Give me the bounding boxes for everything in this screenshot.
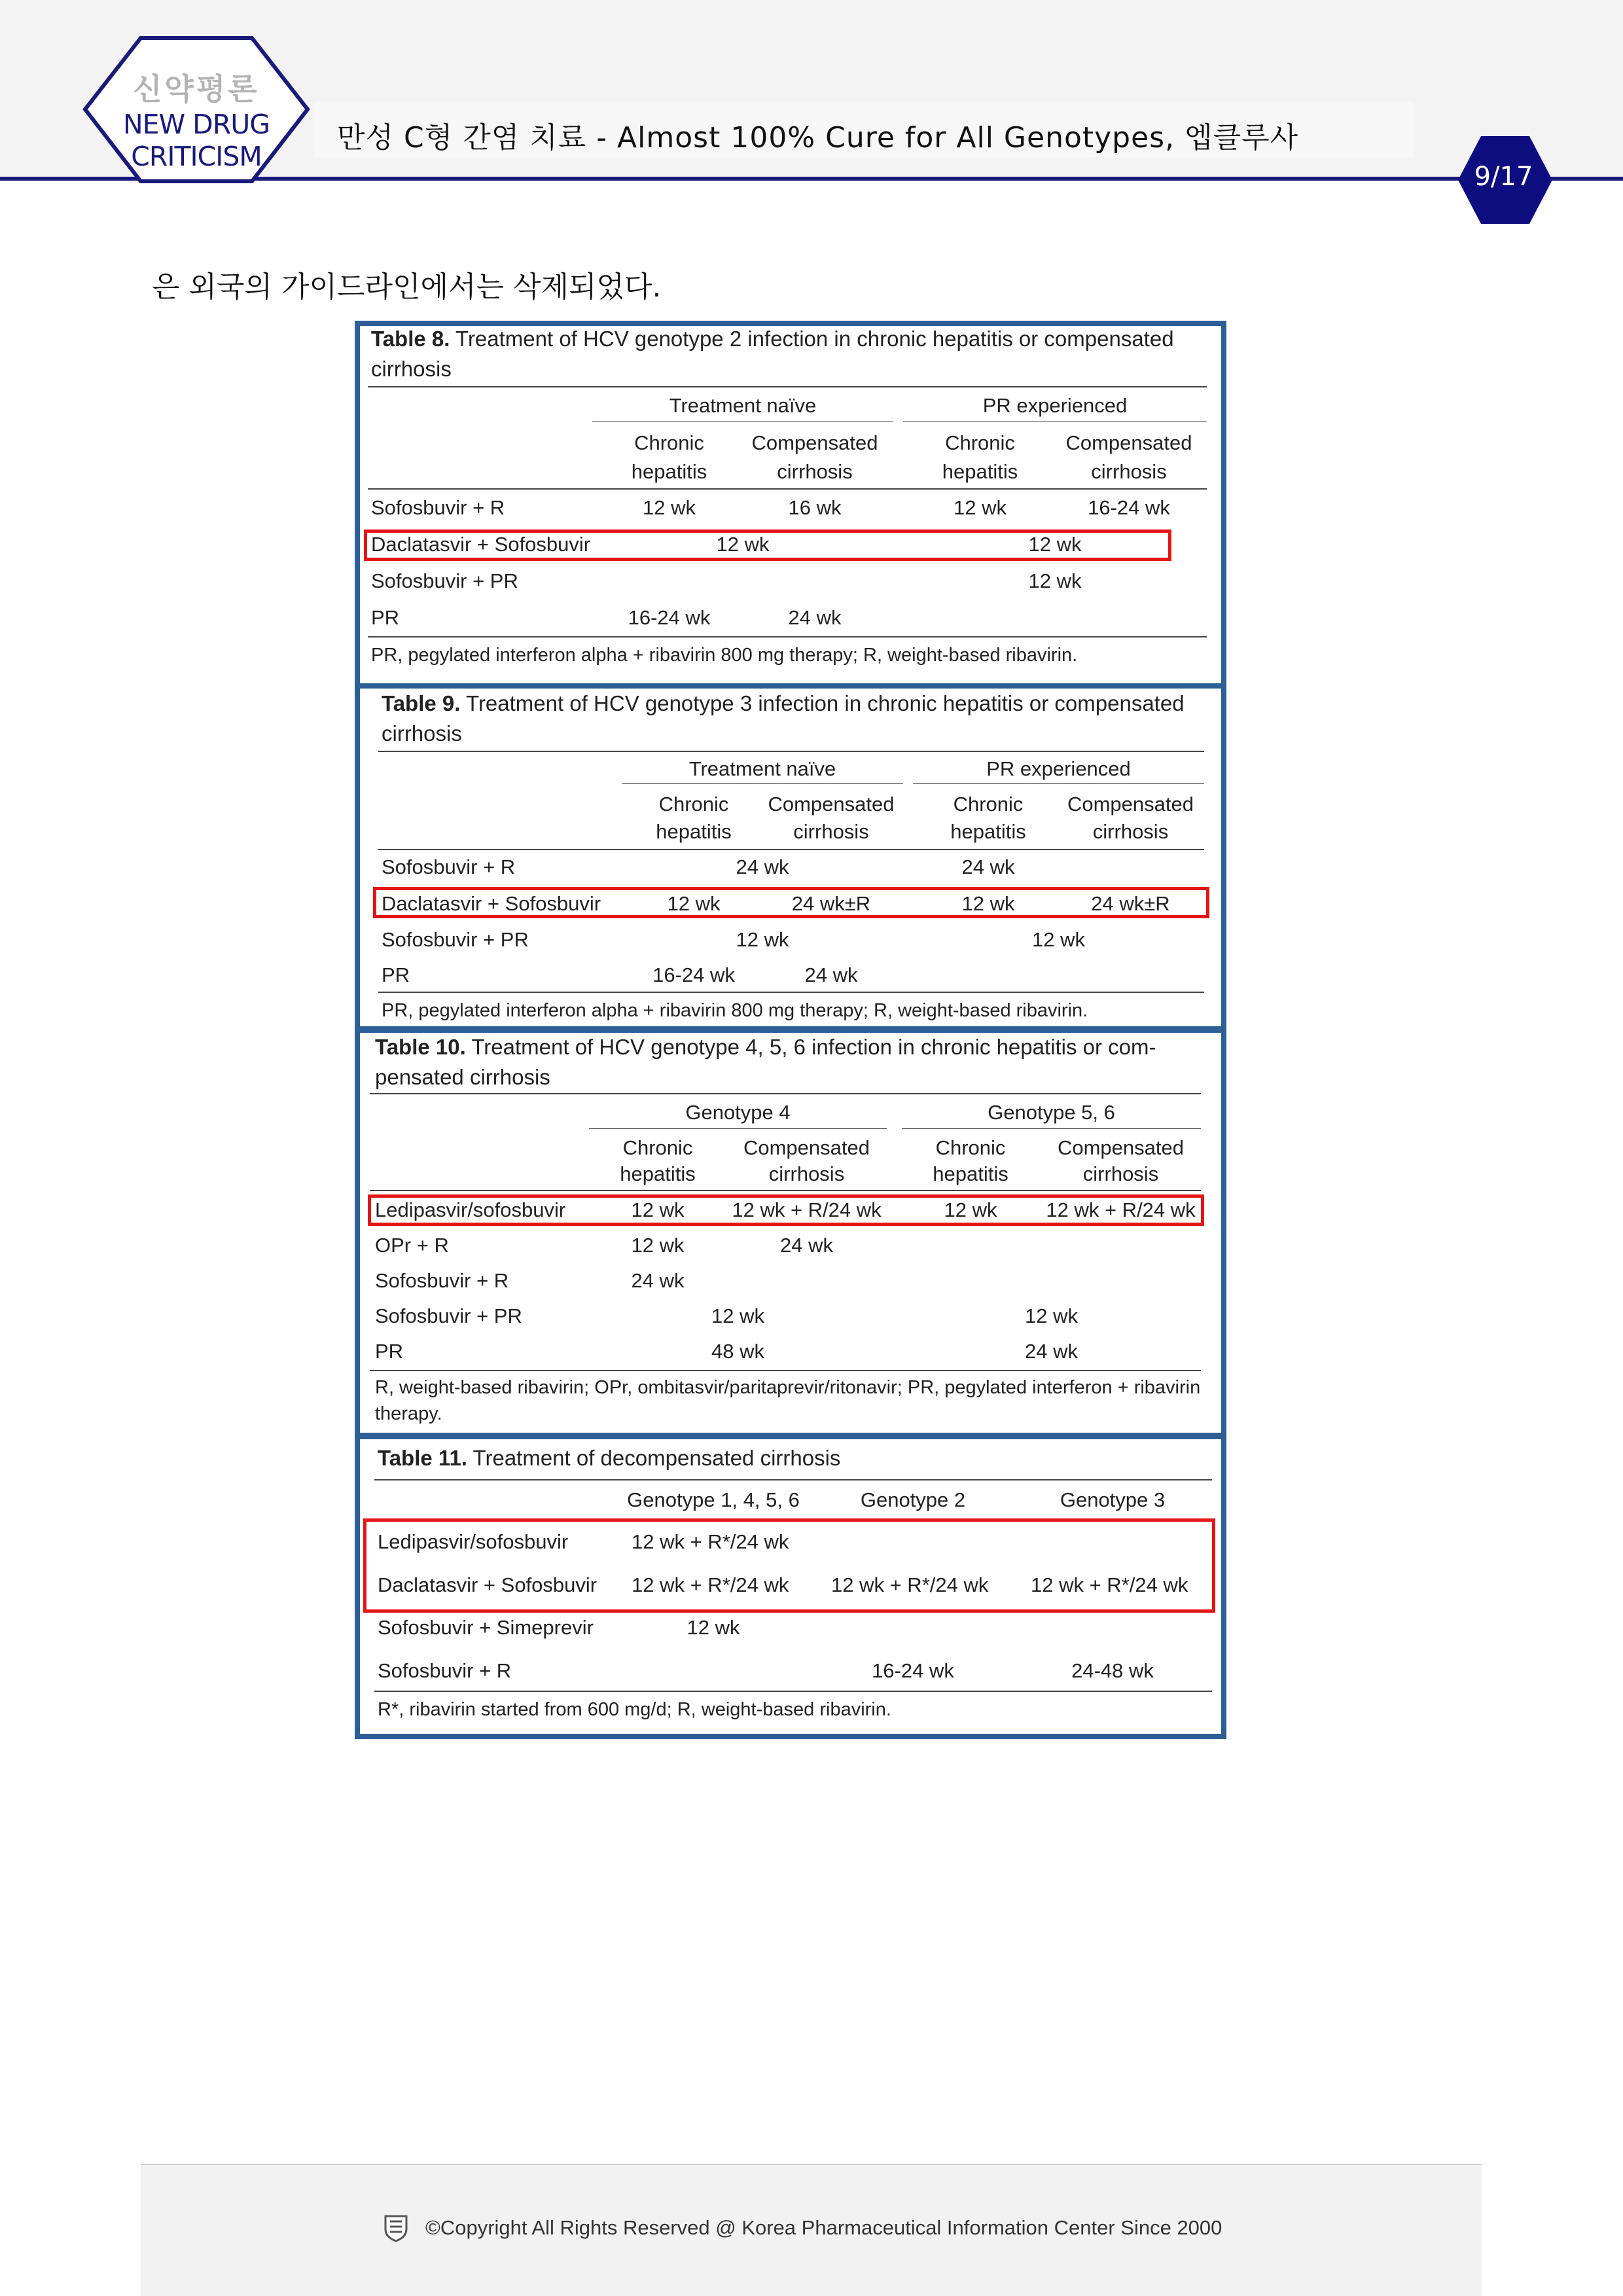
table10-sub-4: Compensated cirrhosis [1057, 1136, 1184, 1185]
table8-row2-span1: 12 wk [716, 533, 770, 556]
table9-row4-name: PR [382, 963, 410, 986]
table9-label: Table 9. [382, 691, 461, 715]
table11-rule-top [374, 1479, 1212, 1480]
table11-row4-v3: 24-48 wk [1071, 1659, 1154, 1682]
table8-note: PR, pegylated interferon alpha + ribavirin 800 mg therapy; R, weight-based ribavirin. [371, 645, 1078, 666]
table9-row2-v1: 12 wk [667, 892, 721, 915]
table9-row3-span2: 12 wk [1032, 928, 1085, 951]
table8-row3-name: Sofosbuvir + PR [371, 569, 518, 592]
table9-sub-3: Chronic hepatitis [950, 793, 1026, 843]
table10-row4-name: Sofosbuvir + PR [375, 1304, 522, 1327]
table10-group-g56: Genotype 5, 6 [988, 1101, 1115, 1124]
table11-col-g1456: Genotype 1, 4, 5, 6 [627, 1488, 800, 1511]
table10-row5-span2: 24 wk [1025, 1340, 1078, 1363]
table11-caption [378, 1443, 1209, 1473]
table10-highlight-box [368, 1194, 1204, 1226]
table9-rule-bottom [378, 992, 1204, 993]
table10-row1-name: Ledipasvir/sofosbuvir [375, 1198, 566, 1221]
table10-row2-v1: 12 wk [631, 1234, 685, 1257]
intro-sentence: 은 외국의 가이드라인에서는 삭제되었다. [152, 270, 662, 304]
table11-highlight-box [363, 1518, 1215, 1613]
table9-group-naive: Treatment naïve [688, 757, 836, 780]
table11-row3-name: Sofosbuvir + Simeprevir [378, 1616, 594, 1639]
logo-english-line2: CRITICISM [131, 141, 262, 172]
table8-row1-name: Sofosbuvir + R [371, 496, 505, 519]
table10-note: R, weight-based ribavirin; OPr, ombitasvir/paritaprevir/ritonavir; PR, pegylated interferon + ribavirin therapy. [375, 1377, 1201, 1424]
table9-row1-name: Sofosbuvir + R [382, 855, 516, 878]
table10-caption [375, 1032, 1213, 1092]
table8-caption-text: Treatment of HCV genotype 2 infection in chronic hepatitis or compensated cirrhosis [371, 327, 1174, 381]
table10-caption-line2: pensated cirrhosis [375, 1065, 550, 1089]
table9-row3-name: Sofosbuvir + PR [382, 928, 529, 951]
table11-row2-name: Daclatasvir + Sofosbuvir [378, 1573, 597, 1596]
table11-row2-v3: 12 wk + R*/24 wk [1031, 1573, 1188, 1596]
table8-row2-span2: 12 wk [1028, 533, 1082, 556]
table11-col-g3: Genotype 3 [1060, 1488, 1166, 1511]
table9-rule-header [378, 849, 1204, 850]
table10-row1-v1: 12 wk [631, 1198, 685, 1221]
table11-col-g2: Genotype 2 [860, 1488, 966, 1511]
table11-row2-v1: 12 wk + R*/24 wk [632, 1573, 789, 1596]
table8-row1-v2: 16 wk [788, 496, 842, 519]
table9-note: PR, pegylated interferon alpha + ribavirin 800 mg therapy; R, weight-based ribavirin. [382, 1000, 1088, 1021]
table9-sub-1: Chronic hepatitis [656, 793, 732, 843]
table9-row1-span1: 24 wk [736, 855, 789, 878]
logo-english-line1: NEW DRUG [123, 109, 270, 140]
table10-caption-line1: Treatment of HCV genotype 4, 5, 6 infection in chronic hepatitis or com- [465, 1035, 1156, 1059]
table8-rule-header [368, 488, 1207, 490]
table10-row3-name: Sofosbuvir + R [375, 1269, 509, 1292]
table8-sub-1: Chronic hepatitis [631, 431, 707, 483]
table10-rule-group2 [902, 1128, 1201, 1129]
table10-row4-span1: 12 wk [711, 1304, 764, 1327]
table10-row1-v2: 12 wk + R/24 wk [732, 1198, 882, 1221]
table11-rule-bottom [374, 1691, 1212, 1692]
table9-caption-text: Treatment of HCV genotype 3 infection in chronic hepatitis or compensated cirrhosis [382, 691, 1185, 745]
table8-caption [371, 324, 1209, 384]
table8-sub-3: Chronic hepatitis [942, 431, 1018, 483]
table11-row2-v2: 12 wk + R*/24 wk [831, 1573, 989, 1596]
table9-group-pr: PR experienced [986, 757, 1131, 780]
shield-logo-icon [383, 2214, 409, 2242]
table8-row1-v3: 12 wk [954, 496, 1007, 519]
table11-note: R*, ribavirin started from 600 mg/d; R, weight-based ribavirin. [378, 1699, 891, 1720]
table11-row4-v2: 16-24 wk [872, 1659, 954, 1682]
table10-row4-span2: 12 wk [1025, 1304, 1078, 1327]
table8-row4-v2: 24 wk [788, 606, 842, 629]
table8-sub-2: Compensated cirrhosis [751, 431, 878, 483]
table10-rule-top [370, 1093, 1201, 1094]
table10-row2-v2: 24 wk [780, 1234, 833, 1257]
document-title: 만성 C형 간염 치료 - Almost 100% Cure for All Genotypes, 엡클루사 [337, 121, 1299, 154]
page-number: 9/17 [1474, 162, 1533, 192]
table10-row5-name: PR [375, 1340, 404, 1363]
table10-rule-group1 [589, 1128, 887, 1129]
table11-row4-name: Sofosbuvir + R [378, 1659, 512, 1682]
table11-row1-v1: 12 wk + R*/24 wk [632, 1530, 789, 1553]
table9-row1-v3: 24 wk [961, 855, 1015, 878]
table8-row4-name: PR [371, 606, 400, 629]
table8-highlight-box [364, 529, 1171, 561]
table8-row3-span2: 12 wk [1028, 569, 1082, 592]
table8-rule-bottom [368, 636, 1207, 637]
table11-row1-name: Ledipasvir/sofosbuvir [378, 1530, 569, 1553]
table8-row4-v1: 16-24 wk [628, 606, 711, 629]
table10-sub-3: Chronic hepatitis [933, 1136, 1008, 1185]
table9-rule-group1 [622, 783, 903, 784]
table8-row1-v1: 12 wk [643, 496, 696, 519]
table9-row4-v1: 16-24 wk [652, 963, 735, 986]
table9-sub-2: Compensated cirrhosis [768, 793, 895, 843]
table9-row2-name: Daclatasvir + Sofosbuvir [382, 892, 601, 915]
table9-caption [382, 689, 1213, 749]
table10-label: Table 10. [375, 1035, 466, 1059]
table10-row3-v1: 24 wk [631, 1269, 685, 1292]
table11-caption-text: Treatment of decompensated cirrhosis [467, 1446, 841, 1470]
table10-row1-v3: 12 wk [944, 1198, 997, 1221]
copyright-text: ©Copyright All Rights Reserved @ Korea Pharmaceutical Information Center Since 2000 [425, 2216, 1222, 2239]
table11-row3-v1: 12 wk [687, 1616, 740, 1639]
table9-sub-4: Compensated cirrhosis [1067, 793, 1194, 843]
table8-sub-4: Compensated cirrhosis [1065, 431, 1192, 483]
table9-row2-v2: 24 wk±R [791, 892, 871, 915]
table8-label: Table 8. [371, 327, 450, 351]
table8-rule-top [368, 386, 1207, 387]
table9-row3-span1: 12 wk [736, 928, 789, 951]
table8-group-naive: Treatment naïve [669, 394, 817, 417]
table9-row2-v3: 12 wk [961, 892, 1015, 915]
logo-korean-text: 신약평론 [133, 71, 260, 107]
table9-row4-v2: 24 wk [804, 963, 858, 986]
table8-group-pr: PR experienced [982, 394, 1128, 417]
table10-rule-bottom [370, 1370, 1201, 1371]
table10-sub-2: Compensated cirrhosis [743, 1136, 870, 1185]
table8-row2-name: Daclatasvir + Sofosbuvir [371, 533, 591, 556]
table10-row2-name: OPr + R [375, 1234, 449, 1257]
table10-group-g4: Genotype 4 [685, 1101, 791, 1124]
table10-rule-header [370, 1190, 1201, 1191]
table10-row1-v4: 12 wk + R/24 wk [1046, 1198, 1196, 1221]
table10-row5-span1: 48 wk [711, 1340, 764, 1363]
table9-rule-top [378, 751, 1204, 752]
table10-sub-1: Chronic hepatitis [620, 1136, 696, 1185]
table9-row2-v4: 24 wk±R [1091, 892, 1170, 915]
table9-rule-group2 [913, 783, 1204, 784]
table8-row1-v4: 16-24 wk [1088, 496, 1170, 519]
table9-highlight-box [373, 887, 1209, 918]
table11-label: Table 11. [378, 1446, 467, 1470]
